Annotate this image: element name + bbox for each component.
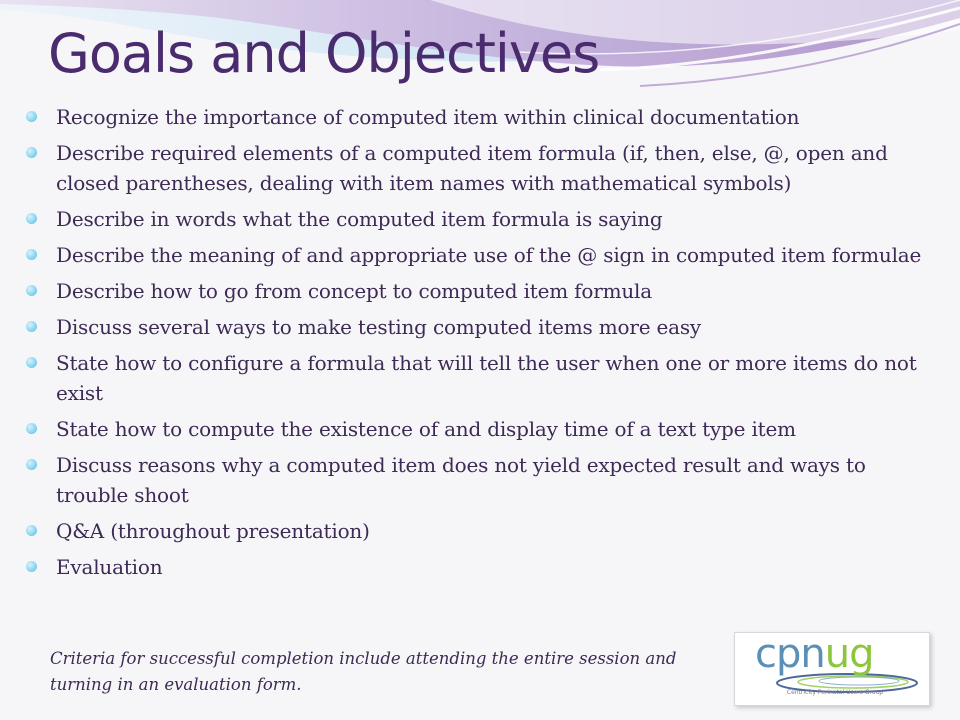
objective-text: Describe required elements of a computed item formula (if, then, else, @, open and closed parentheses, dealing with item names with mathematical symbols) [56, 141, 888, 195]
objective-text: Recognize the importance of computed item within clinical documentation [56, 105, 800, 129]
objective-text: Evaluation [56, 555, 163, 579]
bullet-icon [26, 249, 37, 260]
bullet-icon [26, 459, 37, 470]
objective-text: Describe how to go from concept to computed item formula [56, 279, 652, 303]
list-item [0, 312, 940, 342]
objective-text: Discuss reasons why a computed item does not yield expected result and ways to trouble shoot [56, 453, 866, 507]
list-item [0, 516, 940, 546]
list-item [0, 276, 940, 306]
list-item [0, 552, 940, 582]
bullet-icon [26, 525, 37, 536]
list-item [0, 138, 940, 198]
list-item [0, 414, 940, 444]
logo-wordmark: cpnug [755, 631, 874, 677]
objective-text: State how to configure a formula that will tell the user when one or more items do not exist [56, 351, 917, 405]
bullet-icon [26, 561, 37, 572]
list-item [0, 102, 940, 132]
bullet-icon [26, 111, 37, 122]
cpnug-logo [734, 632, 930, 706]
bullet-icon [26, 321, 37, 332]
completion-criteria: Criteria for successful completion include attending the entire session and turning in an evaluation form. [50, 649, 677, 694]
bullet-icon [26, 423, 37, 434]
list-item [0, 204, 940, 234]
list-item [0, 348, 940, 408]
objective-text: State how to compute the existence of and display time of a text type item [56, 417, 796, 441]
list-item [0, 240, 940, 270]
list-item [0, 450, 940, 510]
logo-tagline: Centricity Perinatal Users Group [786, 689, 884, 696]
objective-text: Discuss several ways to make testing computed items more easy [56, 315, 702, 339]
objective-text: Q&A (throughout presentation) [56, 519, 370, 543]
objectives-list [0, 102, 940, 588]
bullet-icon [26, 213, 37, 224]
slide-title: Goals and Objectives [48, 22, 600, 85]
objective-text: Describe the meaning of and appropriate use of the @ sign in computed item formulae [56, 243, 922, 267]
objective-text: Describe in words what the computed item formula is saying [56, 207, 663, 231]
bullet-icon [26, 147, 37, 158]
bullet-icon [26, 357, 37, 368]
bullet-icon [26, 285, 37, 296]
